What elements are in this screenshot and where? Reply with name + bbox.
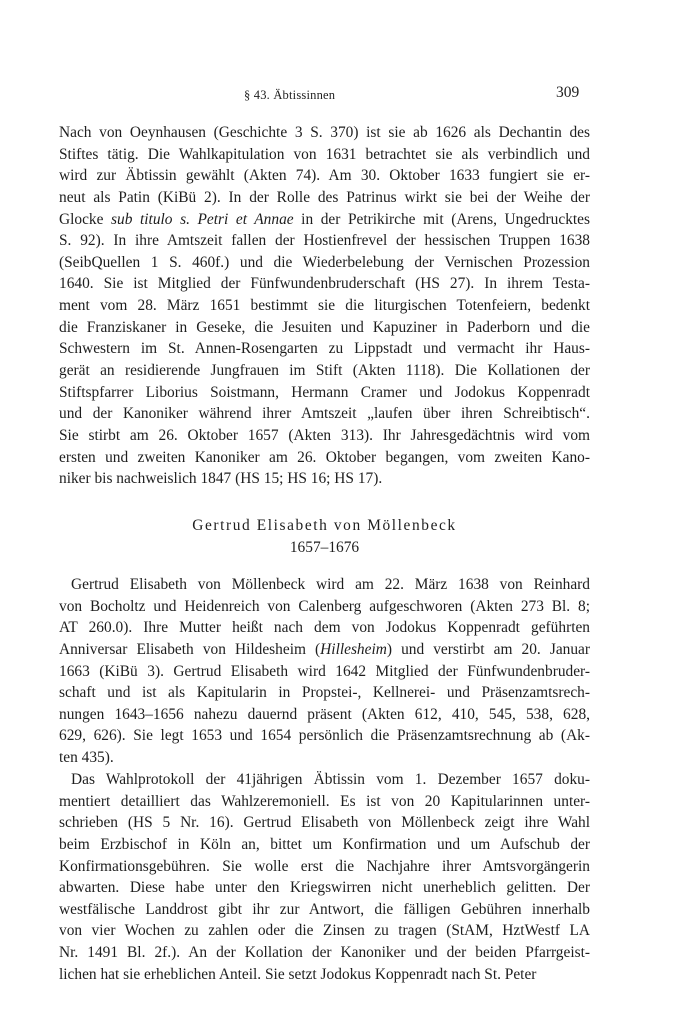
text-line: westfälische Landdrost gibt ihr zur Antwort, die fälligen Gebühren innerhalb [59,900,590,918]
text-line: Sie stirbt am 26. Oktober 1657 (Akten 313). Ihr Jahresgedächtnis wird vom [59,426,590,444]
text-line: nungen 1643–1656 nahezu dauernd präsent (Akten 612, 410, 545, 538, 628, [59,705,590,723]
text-line: Gertrud Elisabeth von Möllenbeck wird am 22. März 1638 von Reinhard [71,576,590,593]
text-line: von vier Wochen zu zahlen oder die Zinsen zu tragen (StAM, HztWestf LA [59,922,590,940]
italic-term: Hillesheim [320,640,387,658]
text-line: S. 92). In ihre Amtszeit fallen der Hostienfrevel der hessischen Truppen 1638 [59,232,590,250]
text-line: 629, 626). Sie legt 1653 und 1654 persönlich die Präsenzamtsrechnung ab (Ak- [59,727,590,745]
text-line: beim Erzbischof in Köln an, bittet um Konfirmation und um Aufschub der [59,835,590,853]
text-line: Das Wahlprotokoll der 41jährigen Äbtissin vom 1. Dezember 1657 doku- [71,771,590,788]
text-line [59,209,590,231]
text-run: in der Petrikirche mit (Arens, Ungedrucktes [293,210,590,228]
text-line: Nr. 1491 Bl. 2f.). An der Kollation der Kanoniker und der beiden Pfarrgeist- [59,944,590,962]
text-line: die Franziskaner in Geseke, die Jesuiten und Kapuziner in Paderborn und die [59,318,590,336]
paragraph-election-protocol [59,769,590,985]
italic-term: sub titulo s. Petri et Annae [111,210,294,228]
text-line: abwarten. Diese habe unter den Kriegswirren nicht unerheblich gelitten. Der [59,879,590,897]
text-line [59,639,590,661]
text-line: ersten und zweiten Kanoniker am 26. Oktober begangen, vom zweiten Kano- [59,448,590,466]
text-line: ten 435). [59,749,114,767]
section-heading-years: 1657–1676 [289,538,360,556]
paragraph-abbess-biography [59,122,590,490]
running-head: § 43. Äbtissinnen [244,88,336,102]
text-line: mentiert detailliert das Wahlzeremoniell. Es ist von 20 Kapitularinnen unter- [59,792,590,810]
text-line: Stiftspfarrer Liborius Soistmann, Hermann Cramer und Jodokus Koppenradt [59,383,590,401]
text-line: Stiftes tätig. Die Wahlkapitulation von 1631 betrachtet sie als verbindlich und [59,145,590,163]
text-line: 1663 (KiBü 3). Gertrud Elisabeth wird 1642 Mitglied der Fünfwundenbruder- [59,662,590,680]
text-line: 1640. Sie ist Mitglied der Fünfwundenbruderschaft (HS 27). In ihrem Testa- [59,275,590,293]
paragraph-moellenbeck-origin [59,574,590,769]
text-line: (SeibQuellen 1 S. 460f.) und die Wiederbelebung der Vernischen Prozession [59,253,590,271]
text-line: Nach von Oeynhausen (Geschichte 3 S. 370) ist sie ab 1626 als Dechantin des [59,124,590,141]
text-line: ment vom 28. März 1651 bestimmt sie die liturgischen Totenfeiern, bedenkt [59,297,590,315]
text-line: gerät an residierende Jungfrauen im Stift (Akten 1118). Die Kollationen der [59,362,590,380]
text-line: AT 260.0). Ihre Mutter heißt nach dem von Jodokus Koppenradt geführten [59,619,590,637]
text-line: wird zur Äbtissin gewählt (Akten 74). Am 30. Oktober 1633 fungiert sie er- [59,167,590,185]
text-run: ) und verstirbt am 20. Januar [386,640,590,658]
text-run: Anniversar Elisabeth von Hildesheim ( [59,640,321,658]
text-line: neut als Patin (KiBü 2). In der Rolle des Patrinus wirkt sie bei der Weihe der [59,188,590,206]
text-run: Glocke [59,210,112,228]
text-line: Konfirmationsgebühren. Sie wolle erst die Nachjahre ihrer Amtsvorgängerin [59,857,590,875]
text-line: lichen hat sie erheblichen Anteil. Sie setzt Jodokus Koppenradt nach St. Peter [59,965,537,983]
page-number: 309 [556,84,580,101]
text-line: schrieben (HS 5 Nr. 16). Gertrud Elisabeth von Möllenbeck zeigt ihre Wahl [59,814,590,832]
text-line: von Bocholtz und Heidenreich von Calenberg aufgeschworen (Akten 273 Bl. 8; [59,597,590,615]
text-line: niker bis nachweislich 1847 (HS 15; HS 16; HS 17). [59,470,383,488]
section-heading [59,515,590,558]
section-heading-name: Gertrud Elisabeth von Möllenbeck [192,517,457,534]
text-line: Schwestern im St. Annen-Rosengarten zu Lippstadt und vermacht ihr Haus- [59,340,590,358]
text-line: schaft und ist als Kapitularin in Propstei-, Kellnerei- und Präsenzamtsrech- [59,684,590,702]
text-line: und der Kanoniker während ihrer Amtszeit „laufen über ihren Schreibtisch“. [59,405,590,423]
